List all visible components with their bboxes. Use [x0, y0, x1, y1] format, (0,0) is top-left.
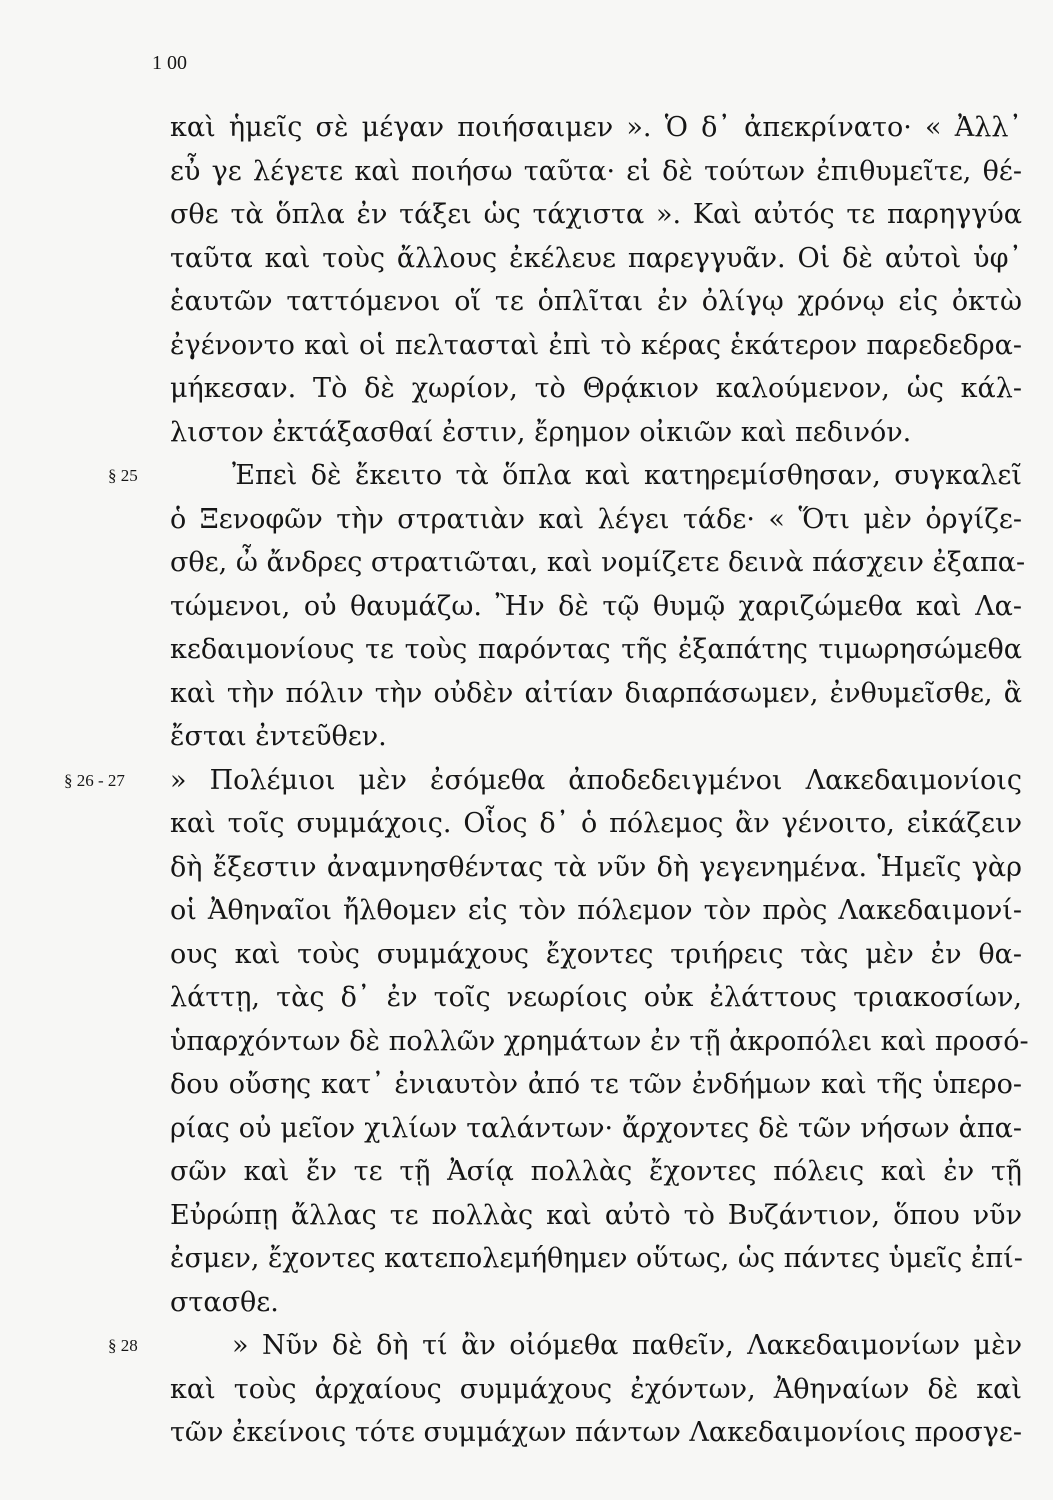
line-text: Ἐπεὶ δὲ ἔκειτο τὰ ὅπλα καὶ κατηρεμίσθησαν, συγκαλεῖ: [232, 460, 1022, 491]
line-text: ταῦτα καὶ τοὺς ἄλλους ἐκέλευε παρεγγυᾶν. Οἱ δὲ αὐτοὶ ὑφ᾽: [170, 242, 1022, 274]
line-text: τῶν ἐκείνοις τότε συμμάχων πάντων Λακεδαιμονίοις προσγε-: [170, 1417, 1023, 1448]
text-line: [170, 498, 1022, 542]
line-text: » Πολέμιοι μὲν ἐσόμεθα ἀποδεδειγμένοι Λακεδαιμονίοις: [170, 764, 1022, 796]
line-text: ἑαυτῶν ταττόμενοι οἵ τε ὁπλῖται ἐν ὀλίγῳ χρόνῳ εἰς ὀκτὼ: [170, 286, 1022, 317]
text-line: [170, 1237, 1022, 1281]
line-text: σθε, ὦ ἄνδρες στρατιῶται, καὶ νομίζετε δεινὰ πάσχειν ἐξαπα-: [170, 547, 1026, 578]
line-text: δου οὔσης κατ᾽ ἐνιαυτὸν ἀπό τε τῶν ἐνδήμων καὶ τῆς ὑπερο-: [170, 1069, 1022, 1100]
line-text: ἐγένοντο καὶ οἱ πελτασταὶ ἐπὶ τὸ κέρας ἑκάτερον παρεδεδρα-: [170, 329, 1022, 361]
text-line: [108, 1324, 1022, 1368]
text-line: [108, 454, 1022, 498]
line-text: κεδαιμονίους τε τοὺς παρόντας τῆς ἐξαπάτης τιμωρησώμεθα: [170, 634, 1022, 665]
text-line: [170, 280, 1022, 324]
line-text: ἔσται ἐντεῦθεν.: [170, 721, 387, 752]
text-line: [170, 1063, 1022, 1107]
text-line: [170, 585, 1022, 629]
text-line: [170, 106, 1022, 150]
line-text: καὶ τοὺς ἀρχαίους συμμάχους ἐχόντων, Ἀθηναίων δὲ καὶ: [170, 1373, 1022, 1405]
text-line: [170, 1194, 1022, 1238]
text-line: [170, 802, 1022, 846]
text-line: [170, 1150, 1022, 1194]
line-text: καὶ τοῖς συμμάχοις. Οἷος δ᾽ ὁ πόλεμος ἂν γένοιτο, εἰκάζειν: [170, 808, 1022, 839]
text-line: [170, 933, 1022, 977]
line-text: ρίας οὐ μεῖον χιλίων ταλάντων· ἄρχοντες δὲ τῶν νήσων ἁπα-: [170, 1112, 1022, 1144]
text-line: [170, 715, 1022, 759]
section-marker: § 25: [108, 466, 138, 485]
text-line: [170, 541, 1026, 585]
text-line: [170, 1368, 1022, 1412]
section-marker: § 28: [108, 1336, 138, 1355]
text-line: [170, 628, 1022, 672]
text-line: [170, 1107, 1022, 1151]
text-line: [170, 976, 1022, 1020]
text-line: [170, 150, 1022, 194]
text-line: [170, 367, 1022, 411]
line-text: στασθε.: [170, 1286, 279, 1318]
line-text: καὶ ἡμεῖς σὲ μέγαν ποιήσαιμεν ». Ὁ δ᾽ ἀπεκρίνατο· « Ἀλλ᾽: [170, 112, 1022, 143]
line-text: σῶν καὶ ἔν τε τῇ Ἀσίᾳ πολλὰς ἔχοντες πόλεις καὶ ἐν τῇ: [170, 1156, 1022, 1187]
text-line: [170, 1020, 1029, 1064]
line-text: εὖ γε λέγετε καὶ ποιήσω ταῦτα· εἰ δὲ τούτων ἐπιθυμεῖτε, θέ-: [170, 155, 1022, 187]
text-line: [170, 324, 1022, 368]
text-line: [170, 1411, 1022, 1455]
line-text: ἐσμεν, ἔχοντες κατεπολεμήθημεν οὕτως, ὡς πάντες ὑμεῖς ἐπί-: [170, 1243, 1023, 1274]
line-text: ὁ Ξενοφῶν τὴν στρατιὰν καὶ λέγει τάδε· « Ὅτι μὲν ὀργίζε-: [170, 503, 1022, 535]
section-marker: § 26 - 27: [64, 770, 125, 790]
line-text: » Νῦν δὲ δὴ τί ἂν οἰόμεθα παθεῖν, Λακεδαιμονίων μὲν: [232, 1330, 1022, 1361]
line-text: μήκεσαν. Τὸ δὲ χωρίον, τὸ Θρᾴκιον καλούμενον, ὡς κάλ-: [170, 373, 1022, 404]
line-text: ὑπαρχόντων δὲ πολλῶν χρημάτων ἐν τῇ ἀκροπόλει καὶ προσό-: [170, 1025, 1029, 1057]
text-line: [170, 672, 1022, 716]
line-text: ους καὶ τοὺς συμμάχους ἔχοντες τριήρεις τὰς μὲν ἐν θα-: [170, 938, 1022, 970]
line-text: τώμενοι, οὐ θαυμάζω. Ἢν δὲ τῷ θυμῷ χαριζώμεθα καὶ Λα-: [170, 590, 1022, 622]
text-line: [170, 411, 1022, 455]
line-text: δὴ ἔξεστιν ἀναμνησθέντας τὰ νῦν δὴ γεγενημένα. Ἡμεῖς γὰρ: [170, 851, 1022, 883]
text-line: [170, 846, 1022, 890]
line-text: λάττῃ, τὰς δ᾽ ἐν τοῖς νεωρίοις οὐκ ἐλάττους τριακοσίων,: [170, 982, 1022, 1013]
line-text: λιστον ἐκτάξασθαί ἐστιν, ἔρημον οἰκιῶν καὶ πεδινόν.: [170, 416, 912, 448]
line-text: καὶ τὴν πόλιν τὴν οὐδὲν αἰτίαν διαρπάσωμεν, ἐνθυμεῖσθε, ἃ: [170, 677, 1022, 709]
body-text: [64, 106, 1029, 1455]
line-text: σθε τὰ ὅπλα ἐν τάξει ὡς τάχιστα ». Καὶ αὐτός τε παρηγγύα: [170, 199, 1022, 230]
line-text: οἱ Ἀθηναῖοι ἤλθομεν εἰς τὸν πόλεμον τὸν πρὸς Λακεδαιμονί-: [170, 895, 1022, 926]
text-line: [170, 889, 1022, 933]
text-line: [170, 237, 1022, 281]
text-line: [64, 759, 1022, 803]
page-number: 1 00: [152, 52, 187, 74]
text-line: [170, 193, 1022, 237]
line-text: Εὐρώπῃ ἄλλας τε πολλὰς καὶ αὐτὸ τὸ Βυζάντιον, ὅπου νῦν: [170, 1199, 1022, 1231]
text-line: [170, 1281, 1022, 1325]
